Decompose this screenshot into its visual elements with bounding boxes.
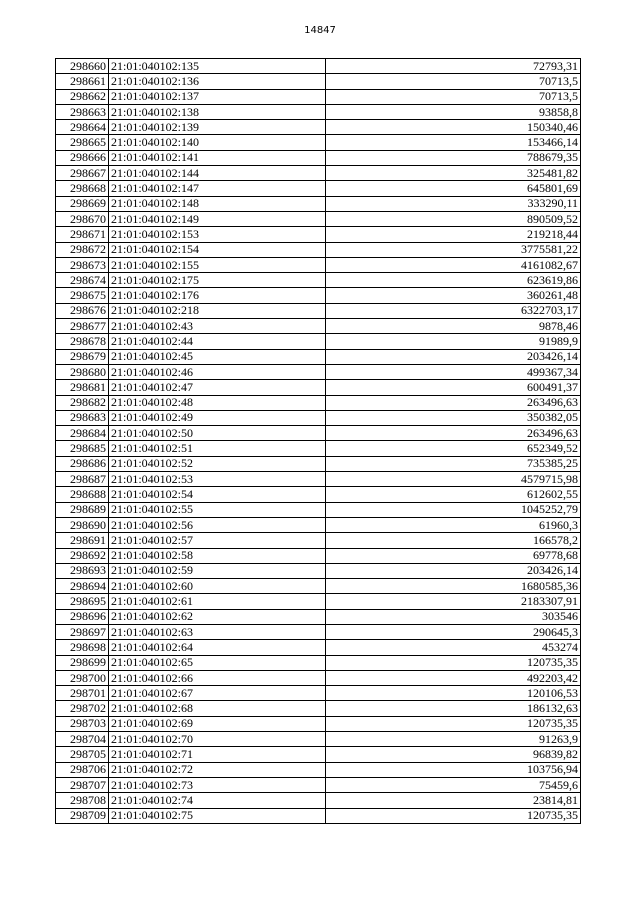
cadastral-value-cell: 75459,6 — [326, 777, 581, 792]
cadastral-value-cell: 70713,5 — [326, 89, 581, 104]
cadastral-number-cell: 21:01:040102:75 — [109, 808, 326, 823]
cadastral-number-cell: 21:01:040102:59 — [109, 563, 326, 578]
row-number-cell: 298676 — [56, 303, 109, 318]
row-number-cell: 298673 — [56, 257, 109, 272]
row-number-cell: 298689 — [56, 502, 109, 517]
cadastral-number-cell: 21:01:040102:54 — [109, 487, 326, 502]
row-number-cell: 298687 — [56, 472, 109, 487]
cadastral-value-cell: 290645,3 — [326, 624, 581, 639]
cadastral-value-cell: 186132,63 — [326, 701, 581, 716]
cadastral-value-cell: 350382,05 — [326, 410, 581, 425]
cadastral-number-cell: 21:01:040102:50 — [109, 426, 326, 441]
table-row — [56, 563, 581, 578]
row-number-cell: 298663 — [56, 104, 109, 119]
cadastral-number-cell: 21:01:040102:68 — [109, 701, 326, 716]
row-number-cell: 298681 — [56, 380, 109, 395]
cadastral-value-cell: 23814,81 — [326, 793, 581, 808]
cadastral-number-cell: 21:01:040102:49 — [109, 410, 326, 425]
cadastral-value-cell: 263496,63 — [326, 395, 581, 410]
cadastral-value-cell: 70713,5 — [326, 74, 581, 89]
cadastral-value-cell: 453274 — [326, 640, 581, 655]
cadastral-number-cell: 21:01:040102:51 — [109, 441, 326, 456]
cadastral-value-cell: 890509,52 — [326, 211, 581, 226]
row-number-cell: 298678 — [56, 334, 109, 349]
page-number: 14847 — [304, 25, 336, 36]
table-row — [56, 334, 581, 349]
cadastral-number-cell: 21:01:040102:153 — [109, 227, 326, 242]
row-number-cell: 298700 — [56, 670, 109, 685]
table-row — [56, 640, 581, 655]
row-number-cell: 298684 — [56, 426, 109, 441]
row-number-cell: 298703 — [56, 716, 109, 731]
row-number-cell: 298707 — [56, 777, 109, 792]
row-number-cell: 298679 — [56, 349, 109, 364]
row-number-cell: 298709 — [56, 808, 109, 823]
row-number-cell: 298699 — [56, 655, 109, 670]
table-row — [56, 426, 581, 441]
cadastral-value-cell: 91263,9 — [326, 732, 581, 747]
cadastral-number-cell: 21:01:040102:43 — [109, 319, 326, 334]
cadastral-number-cell: 21:01:040102:175 — [109, 273, 326, 288]
row-number-cell: 298668 — [56, 181, 109, 196]
table-row — [56, 273, 581, 288]
cadastral-value-cell: 166578,2 — [326, 533, 581, 548]
cadastral-value-cell: 72793,31 — [326, 59, 581, 74]
table-row — [56, 380, 581, 395]
row-number-cell: 298674 — [56, 273, 109, 288]
cadastral-number-cell: 21:01:040102:176 — [109, 288, 326, 303]
table-row — [56, 196, 581, 211]
cadastral-value-cell: 303546 — [326, 609, 581, 624]
cadastral-value-cell: 203426,14 — [326, 349, 581, 364]
cadastral-value-cell: 153466,14 — [326, 135, 581, 150]
table-row — [56, 441, 581, 456]
cadastral-number-cell: 21:01:040102:65 — [109, 655, 326, 670]
cadastral-value-cell: 150340,46 — [326, 120, 581, 135]
table-row — [56, 487, 581, 502]
cadastral-number-cell: 21:01:040102:67 — [109, 686, 326, 701]
table-row — [56, 120, 581, 135]
cadastral-value-cell: 492203,42 — [326, 670, 581, 685]
cadastral-number-cell: 21:01:040102:70 — [109, 732, 326, 747]
table-body — [56, 59, 581, 824]
table-row — [56, 548, 581, 563]
cadastral-value-cell: 203426,14 — [326, 563, 581, 578]
cadastral-number-cell: 21:01:040102:53 — [109, 472, 326, 487]
table-row — [56, 594, 581, 609]
row-number-cell: 298671 — [56, 227, 109, 242]
row-number-cell: 298677 — [56, 319, 109, 334]
row-number-cell: 298672 — [56, 242, 109, 257]
cadastral-number-cell: 21:01:040102:71 — [109, 747, 326, 762]
cadastral-value-cell: 1045252,79 — [326, 502, 581, 517]
cadastral-number-cell: 21:01:040102:57 — [109, 533, 326, 548]
cadastral-number-cell: 21:01:040102:45 — [109, 349, 326, 364]
cadastral-value-table — [55, 58, 581, 824]
row-number-cell: 298702 — [56, 701, 109, 716]
row-number-cell: 298675 — [56, 288, 109, 303]
cadastral-value-cell: 120735,35 — [326, 655, 581, 670]
cadastral-value-cell: 120735,35 — [326, 808, 581, 823]
table-row — [56, 456, 581, 471]
row-number-cell: 298665 — [56, 135, 109, 150]
row-number-cell: 298693 — [56, 563, 109, 578]
cadastral-number-cell: 21:01:040102:74 — [109, 793, 326, 808]
table-row — [56, 747, 581, 762]
cadastral-number-cell: 21:01:040102:148 — [109, 196, 326, 211]
table-row — [56, 517, 581, 532]
cadastral-number-cell: 21:01:040102:56 — [109, 517, 326, 532]
row-number-cell: 298691 — [56, 533, 109, 548]
row-number-cell: 298692 — [56, 548, 109, 563]
cadastral-value-cell: 360261,48 — [326, 288, 581, 303]
cadastral-value-cell: 120106,53 — [326, 686, 581, 701]
cadastral-value-cell: 4579715,98 — [326, 472, 581, 487]
cadastral-number-cell: 21:01:040102:64 — [109, 640, 326, 655]
row-number-cell: 298706 — [56, 762, 109, 777]
table-row — [56, 793, 581, 808]
cadastral-value-cell: 325481,82 — [326, 166, 581, 181]
cadastral-number-cell: 21:01:040102:63 — [109, 624, 326, 639]
row-number-cell: 298680 — [56, 364, 109, 379]
cadastral-value-cell: 69778,68 — [326, 548, 581, 563]
table-row — [56, 288, 581, 303]
row-number-cell: 298690 — [56, 517, 109, 532]
cadastral-value-cell: 333290,11 — [326, 196, 581, 211]
cadastral-value-cell: 3775581,22 — [326, 242, 581, 257]
row-number-cell: 298682 — [56, 395, 109, 410]
table-row — [56, 257, 581, 272]
cadastral-value-cell: 120735,35 — [326, 716, 581, 731]
cadastral-number-cell: 21:01:040102:147 — [109, 181, 326, 196]
table-row — [56, 579, 581, 594]
cadastral-value-cell: 645801,69 — [326, 181, 581, 196]
table-row — [56, 655, 581, 670]
cadastral-number-cell: 21:01:040102:138 — [109, 104, 326, 119]
cadastral-number-cell: 21:01:040102:69 — [109, 716, 326, 731]
cadastral-value-cell: 652349,52 — [326, 441, 581, 456]
row-number-cell: 298667 — [56, 166, 109, 181]
row-number-cell: 298695 — [56, 594, 109, 609]
cadastral-number-cell: 21:01:040102:136 — [109, 74, 326, 89]
row-number-cell: 298704 — [56, 732, 109, 747]
row-number-cell: 298688 — [56, 487, 109, 502]
row-number-cell: 298669 — [56, 196, 109, 211]
table-row — [56, 59, 581, 74]
table-row — [56, 701, 581, 716]
row-number-cell: 298705 — [56, 747, 109, 762]
cadastral-number-cell: 21:01:040102:155 — [109, 257, 326, 272]
cadastral-number-cell: 21:01:040102:154 — [109, 242, 326, 257]
table-row — [56, 227, 581, 242]
table-row — [56, 303, 581, 318]
table-row — [56, 762, 581, 777]
cadastral-number-cell: 21:01:040102:66 — [109, 670, 326, 685]
table-row — [56, 150, 581, 165]
table-row — [56, 349, 581, 364]
table-row — [56, 211, 581, 226]
cadastral-number-cell: 21:01:040102:73 — [109, 777, 326, 792]
row-number-cell: 298666 — [56, 150, 109, 165]
cadastral-value-cell: 600491,37 — [326, 380, 581, 395]
cadastral-number-cell: 21:01:040102:137 — [109, 89, 326, 104]
cadastral-number-cell: 21:01:040102:218 — [109, 303, 326, 318]
cadastral-value-cell: 93858,8 — [326, 104, 581, 119]
cadastral-value-cell: 499367,34 — [326, 364, 581, 379]
cadastral-number-cell: 21:01:040102:55 — [109, 502, 326, 517]
table-row — [56, 104, 581, 119]
cadastral-number-cell: 21:01:040102:61 — [109, 594, 326, 609]
table-row — [56, 166, 581, 181]
cadastral-value-cell: 91989,9 — [326, 334, 581, 349]
table-row — [56, 472, 581, 487]
cadastral-value-cell: 61960,3 — [326, 517, 581, 532]
cadastral-value-cell: 6322703,17 — [326, 303, 581, 318]
cadastral-number-cell: 21:01:040102:60 — [109, 579, 326, 594]
row-number-cell: 298697 — [56, 624, 109, 639]
table-row — [56, 533, 581, 548]
row-number-cell: 298696 — [56, 609, 109, 624]
cadastral-number-cell: 21:01:040102:52 — [109, 456, 326, 471]
table-row — [56, 808, 581, 823]
table-row — [56, 732, 581, 747]
cadastral-number-cell: 21:01:040102:46 — [109, 364, 326, 379]
cadastral-number-cell: 21:01:040102:135 — [109, 59, 326, 74]
row-number-cell: 298694 — [56, 579, 109, 594]
cadastral-number-cell: 21:01:040102:149 — [109, 211, 326, 226]
table-row — [56, 502, 581, 517]
row-number-cell: 298661 — [56, 74, 109, 89]
row-number-cell: 298664 — [56, 120, 109, 135]
row-number-cell: 298701 — [56, 686, 109, 701]
cadastral-value-cell: 735385,25 — [326, 456, 581, 471]
cadastral-number-cell: 21:01:040102:72 — [109, 762, 326, 777]
table-row — [56, 670, 581, 685]
table-row — [56, 74, 581, 89]
table-row — [56, 319, 581, 334]
table-row — [56, 395, 581, 410]
table-row — [56, 609, 581, 624]
table-row — [56, 242, 581, 257]
row-number-cell: 298683 — [56, 410, 109, 425]
row-number-cell: 298660 — [56, 59, 109, 74]
cadastral-number-cell: 21:01:040102:44 — [109, 334, 326, 349]
cadastral-value-cell: 263496,63 — [326, 426, 581, 441]
cadastral-value-cell: 612602,55 — [326, 487, 581, 502]
row-number-cell: 298670 — [56, 211, 109, 226]
cadastral-value-cell: 4161082,67 — [326, 257, 581, 272]
table-row — [56, 624, 581, 639]
cadastral-value-cell: 9878,46 — [326, 319, 581, 334]
cadastral-number-cell: 21:01:040102:140 — [109, 135, 326, 150]
cadastral-number-cell: 21:01:040102:141 — [109, 150, 326, 165]
cadastral-value-cell: 623619,86 — [326, 273, 581, 288]
cadastral-value-cell: 96839,82 — [326, 747, 581, 762]
row-number-cell: 298708 — [56, 793, 109, 808]
cadastral-number-cell: 21:01:040102:144 — [109, 166, 326, 181]
cadastral-value-cell: 1680585,36 — [326, 579, 581, 594]
cadastral-value-cell: 788679,35 — [326, 150, 581, 165]
cadastral-number-cell: 21:01:040102:47 — [109, 380, 326, 395]
table-row — [56, 410, 581, 425]
table-row — [56, 181, 581, 196]
row-number-cell: 298686 — [56, 456, 109, 471]
row-number-cell: 298662 — [56, 89, 109, 104]
table-row — [56, 364, 581, 379]
cadastral-number-cell: 21:01:040102:48 — [109, 395, 326, 410]
cadastral-number-cell: 21:01:040102:58 — [109, 548, 326, 563]
cadastral-number-cell: 21:01:040102:139 — [109, 120, 326, 135]
table-row — [56, 686, 581, 701]
table-row — [56, 89, 581, 104]
table-row — [56, 716, 581, 731]
row-number-cell: 298698 — [56, 640, 109, 655]
cadastral-value-cell: 2183307,91 — [326, 594, 581, 609]
row-number-cell: 298685 — [56, 441, 109, 456]
cadastral-value-cell: 219218,44 — [326, 227, 581, 242]
cadastral-value-cell: 103756,94 — [326, 762, 581, 777]
table-row — [56, 135, 581, 150]
table-row — [56, 777, 581, 792]
cadastral-number-cell: 21:01:040102:62 — [109, 609, 326, 624]
